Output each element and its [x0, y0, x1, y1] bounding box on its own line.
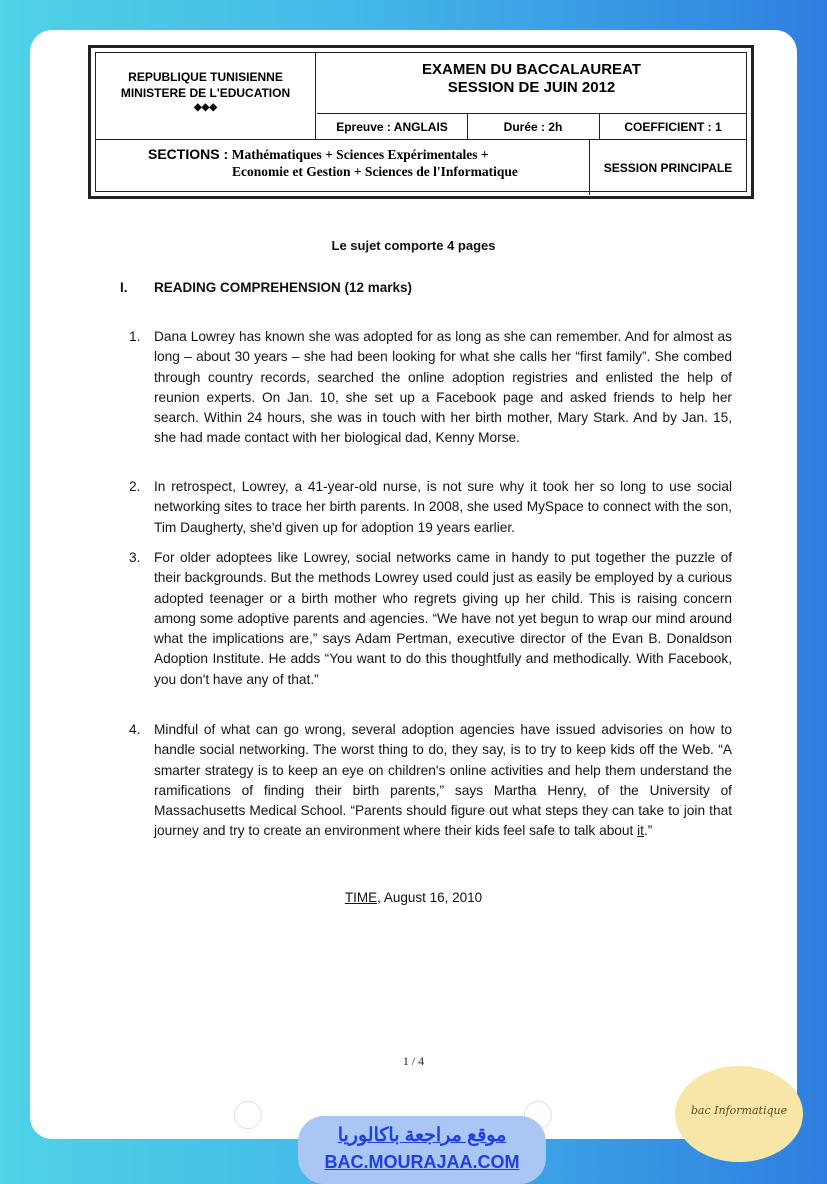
paragraph-3 [129, 548, 732, 690]
paragraph-text: Mindful of what can go wrong, several adoption agencies have issued advisories on how to handle social networking. The worst thing to do, they say, is to try to keep kids off the Web. “A smarter strategy is to keep an eye on children's online activities and help them understand the ramifications of finding their birth parents,” says Martha Henry, of the University of Massachusetts Medical School. “Parents should figure out what steps they can take to join that journey and try to create an environment where their kids feel safe to talk about [154, 722, 732, 839]
subject-page-count: Le sujet comporte 4 pages [331, 238, 496, 253]
sections-block [96, 139, 590, 195]
exam-title-block [317, 53, 746, 113]
ornament-icon: ◆◆◆ [193, 102, 218, 113]
paragraph-4 [129, 720, 732, 842]
paragraph-text: In retrospect, Lowrey, a 41-year-old nurse, is not sure why it took her so long to use social networking sites to trace her birth parents. In 2008, she used MySpace to connect with the son, Tim Daugherty, she'd given up for adoption 19 years earlier. [154, 479, 732, 535]
exam-page [30, 30, 797, 1172]
paragraph-2 [129, 477, 732, 538]
duree-cell: Durée : 2h [467, 114, 600, 140]
epreuve-cell: Epreuve : ANGLAIS [317, 114, 468, 140]
site-name-arabic[interactable]: موقع مراجعة باكالوريا [337, 1125, 507, 1146]
coefficient-cell: COEFFICIENT : 1 [624, 120, 722, 134]
section-title: READING COMPREHENSION (12 marks) [154, 280, 413, 295]
source-publication: TIME [344, 890, 378, 905]
exam-header-box [88, 45, 754, 199]
republic-label: REPUBLIQUE TUNISIENNE [128, 70, 283, 84]
paragraph-number: 1. [129, 329, 141, 344]
bac-informatique-logo [675, 1066, 803, 1162]
site-url-link[interactable]: BAC.MOURAJAA.COM [324, 1152, 520, 1172]
session-title: SESSION DE JUIN 2012 [447, 79, 616, 96]
source-date: , August 16, 2010 [377, 890, 483, 905]
ministry-label: MINISTERE DE L'EDUCATION [120, 86, 291, 100]
sections-line-2: Economie et Gestion + Sciences de l'Informatique [232, 164, 518, 179]
logo-text: bac Informatique [690, 1104, 788, 1117]
session-type: SESSION PRINCIPALE [590, 139, 746, 196]
source-citation [30, 890, 797, 905]
paragraph-text: For older adoptees like Lowrey, social networks came in handy to put together the puzzle of their backgrounds. But the methods Lowrey used could just as easily be employed by a curious adopted teenager or a birth mother who regrets giving up her child. This is raising concern among some adoptive parents and agencies. “We have not yet begun to wrap our mind around what the implications are,” says Adam Pertman, executive director of the Evan B. Donaldson Adoption Institute. He adds “You want to do this thoughtfully and methodically. With Facebook, you don't have any of that.” [154, 550, 732, 687]
sections-label: SECTIONS : [148, 146, 229, 162]
paragraph-1 [129, 327, 732, 449]
ministry-block [96, 53, 316, 139]
paragraph-number: 3. [129, 550, 141, 565]
paragraph-number: 4. [129, 722, 141, 737]
exam-title: EXAMEN DU BACCALAUREAT [422, 61, 641, 78]
exam-info-row [317, 113, 746, 140]
section-number: I. [120, 280, 128, 295]
paragraph-text-end: .” [643, 823, 653, 839]
sections-line-1: Mathématiques + Sciences Expérimentales + [231, 147, 489, 162]
site-logo-icon [234, 1101, 262, 1129]
site-banner[interactable] [298, 1116, 546, 1184]
underlined-word: it [637, 823, 644, 839]
paragraph-text: Dana Lowrey has known she was adopted for as long as she can remember. And for almost as long – about 30 years – she had been looking for what she calls her “first family”. She combed through country records, searched the online adoption registries and enlisted the help of reunion experts. On Jan. 10, she set up a Facebook page and asked friends to help her search. Within 24 hours, she was in touch with her birth mother, Mary Stark. And by Jan. 15, she had made contact with her biological dad, Kenny Morse. [154, 329, 732, 446]
paragraph-number: 2. [129, 479, 141, 494]
page-number: 1 / 4 [402, 1054, 425, 1068]
